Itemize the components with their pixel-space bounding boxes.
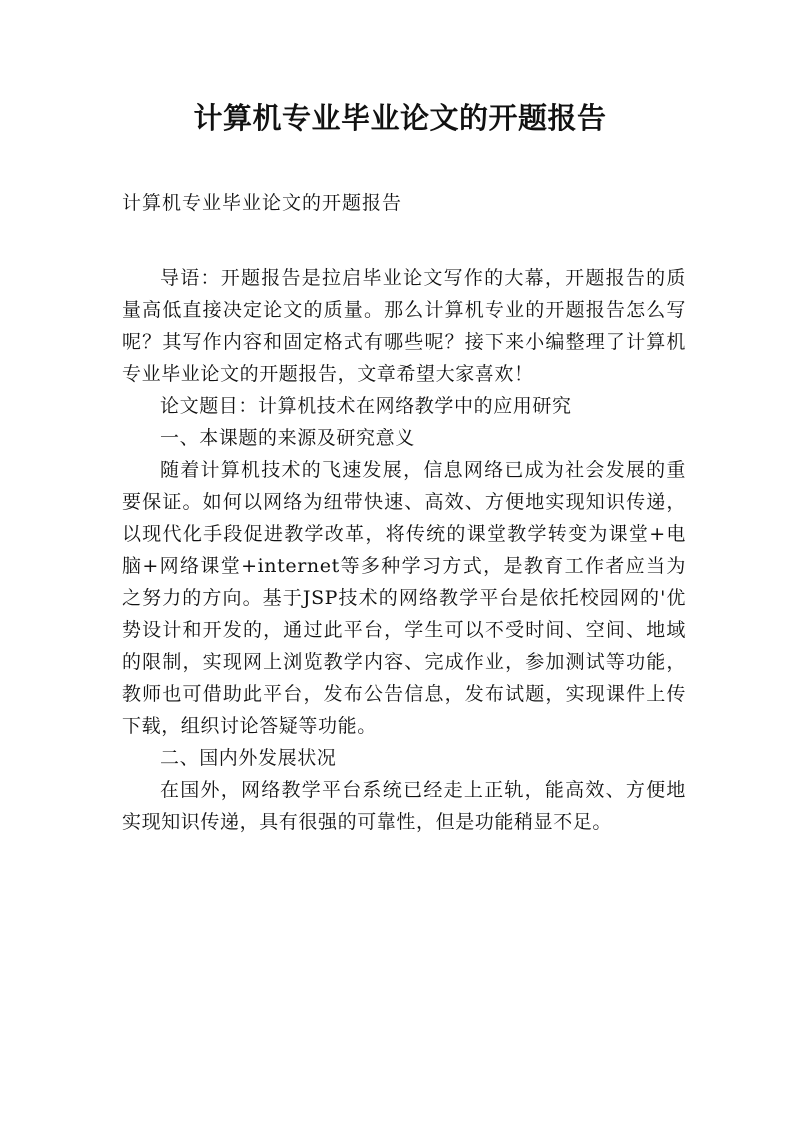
section-heading-1: 一、本课题的来源及研究意义 — [160, 427, 415, 449]
section-heading-2: 二、国内外发展状况 — [160, 747, 337, 769]
document-subtitle: 计算机专业毕业论文的开题报告 — [122, 192, 403, 214]
section-1-paragraph: 随着计算机技术的飞速发展，信息网络已成为社会发展的重要保证。如何以网络为纽带快速、高效、方便地实现知识传递，以现代化手段促进教学改革，将传统的课堂教学转变为课堂+电脑+网络课堂+internet等多种学习方式，是教育工作者应当为之努力的方向。基于JSP技术的网络教学平台是依托校园网的'优势设计和开发的，通过此平台，学生可以不受时间、空间、地域的限制，实现网上浏览教学内容、完成作业，参加测试等功能，教师也可借助此平台，发布公告信息，发布试题，实现课件上传下载，组织讨论答疑等功能。 — [122, 459, 686, 737]
section-2-paragraph: 在国外，网络教学平台系统已经走上正轨，能高效、方便地实现知识传递，具有很强的可靠性，但是功能稍显不足。 — [122, 779, 686, 833]
thesis-topic: 论文题目：计算机技术在网络教学中的应用研究 — [160, 395, 572, 417]
intro-paragraph: 导语：开题报告是拉启毕业论文写作的大幕，开题报告的质量高低直接决定论文的质量。那么计算机专业的开题报告怎么写呢？其写作内容和固定格式有哪些呢？接下来小编整理了计算机专业毕业论文的开题报告，文章希望大家喜欢！ — [122, 267, 686, 385]
document-title: 计算机专业毕业论文的开题报告 — [193, 101, 607, 135]
document-body — [122, 262, 686, 838]
